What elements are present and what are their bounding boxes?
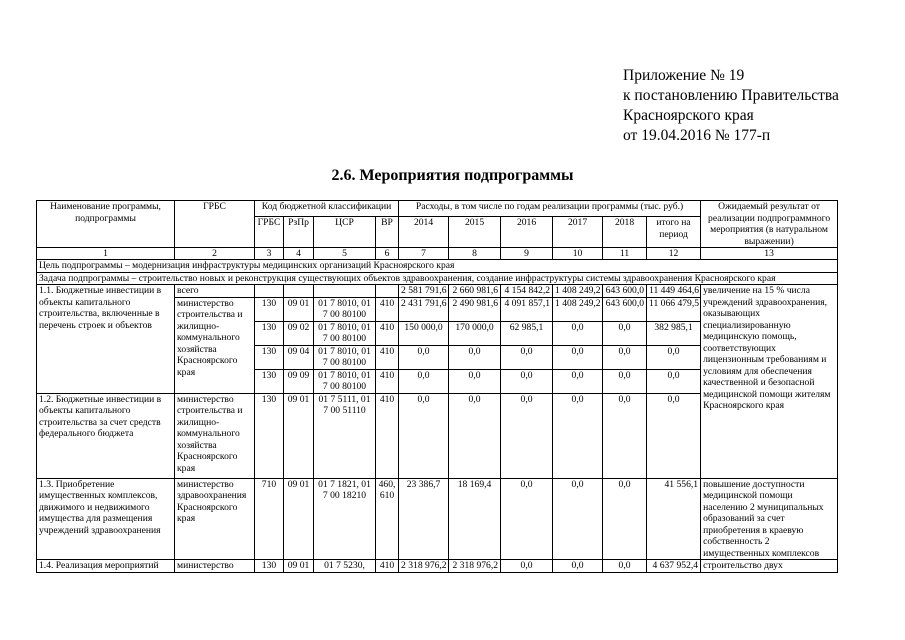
value-cell: 2 431 791,6 <box>399 297 449 321</box>
kbk-vr: 410 <box>376 560 399 573</box>
kbk-csr: 01 7 5111, 01 7 00 51110 <box>314 393 376 478</box>
value-cell: 170 000,0 <box>449 321 501 345</box>
appendix-line: Приложение № 19 <box>623 67 745 84</box>
column-index: 11 <box>603 248 647 260</box>
value-cell: 0,0 <box>603 345 647 369</box>
kbk-rzpr: 09 04 <box>284 345 314 369</box>
table-row <box>37 285 838 298</box>
measure-name: 1.1. Бюджетные инвестиции в объекты капитального строительства, включенные в перечень строек и объектов <box>37 285 175 394</box>
grbs-cell: министерство <box>175 560 255 573</box>
value-cell: 11 066 479,5 <box>647 297 701 321</box>
subheader-2015: 2015 <box>449 217 501 248</box>
subheader-grbs: ГРБС <box>255 217 284 248</box>
value-cell: 150 000,0 <box>399 321 449 345</box>
value-cell: 2 490 981,6 <box>449 297 501 321</box>
goal-row <box>37 260 838 273</box>
column-index: 6 <box>376 248 399 260</box>
appendix-line: Красноярского края <box>623 107 754 124</box>
kbk-csr: 01 7 5230, <box>314 560 376 573</box>
appendix-line: к постановлению Правительства <box>623 87 839 104</box>
value-cell: 0,0 <box>647 345 701 369</box>
grbs-cell: всего <box>175 285 255 298</box>
kbk-grbs: 130 <box>255 297 284 321</box>
page-title: 2.6. Мероприятия подпрограммы <box>331 167 574 184</box>
value-cell: 643 600,0 <box>603 297 647 321</box>
value-cell: 0,0 <box>553 560 603 573</box>
kbk-csr: 01 7 8010, 01 7 00 80100 <box>314 321 376 345</box>
kbk-grbs: 130 <box>255 393 284 478</box>
value-cell: 4 154 842,2 <box>501 285 553 298</box>
column-index: 1 <box>37 248 175 260</box>
task-row <box>37 272 838 285</box>
measure-name: 1.4. Реализация мероприятий <box>37 560 175 573</box>
kbk-csr: 01 7 8010, 01 7 00 80100 <box>314 297 376 321</box>
appendix-block <box>623 66 839 146</box>
value-cell: 0,0 <box>501 369 553 393</box>
grbs-cell: министерство строительства и жилищно-коммунального хозяйства Красноярского края <box>175 393 255 478</box>
subheader-2016: 2016 <box>501 217 553 248</box>
value-cell: 0,0 <box>501 393 553 478</box>
kbk-grbs: 130 <box>255 321 284 345</box>
value-cell: 0,0 <box>501 478 553 560</box>
value-cell: 0,0 <box>603 478 647 560</box>
value-cell: 1 408 249,2 <box>553 285 603 298</box>
kbk-grbs: 130 <box>255 369 284 393</box>
column-index: 12 <box>647 248 701 260</box>
header-grbs: ГРБС <box>175 201 255 248</box>
table-row <box>37 560 838 573</box>
value-cell: 643 600,0 <box>603 285 647 298</box>
value-cell: 62 985,1 <box>501 321 553 345</box>
kbk-vr: 410 <box>376 393 399 478</box>
header-expenses: Расходы, в том числе по годам реализации программы (тыс. руб.) <box>399 201 701 217</box>
grbs-cell: министерство строительства и жилищно-коммунального хозяйства Красноярского края <box>175 297 255 393</box>
value-cell: 0,0 <box>399 369 449 393</box>
expected-result: увеличение на 15 % числа учреждений здравоохранения, оказывающих специализированную медицинскую помощь, соответствующих лицензионным требованиям и условиям для обеспечения качественной и безопасной медицинской помощи жителям Красноярского края <box>701 285 838 479</box>
value-cell: 2 318 976,2 <box>399 560 449 573</box>
kbk-rzpr: 09 01 <box>284 393 314 478</box>
kbk-vr: 410 <box>376 345 399 369</box>
kbk-rzpr: 09 09 <box>284 369 314 393</box>
value-cell: 0,0 <box>449 345 501 369</box>
column-index: 4 <box>284 248 314 260</box>
kbk-vr: 410 <box>376 297 399 321</box>
value-cell: 0,0 <box>603 369 647 393</box>
value-cell: 2 660 981,6 <box>449 285 501 298</box>
task-text: Задача подпрограммы – строительство новых и реконструкция существующих объектов здравоохранения, создание инфраструктуры системы здравоохранения Красноярского края <box>37 272 838 285</box>
kbk-csr: 01 7 8010, 01 7 00 80100 <box>314 345 376 369</box>
goal-text: Цель подпрограммы – модернизация инфраструктуры медицинских организаций Красноярского края <box>37 260 838 273</box>
header-name: Наименование программы, подпрограммы <box>37 201 175 248</box>
measures-table <box>36 200 838 573</box>
value-cell: 0,0 <box>647 369 701 393</box>
subheader-csr: ЦСР <box>314 217 376 248</box>
kbk-vr: 460, 610 <box>376 478 399 560</box>
grbs-cell: министерство здравоохранения Красноярского края <box>175 478 255 560</box>
subheader-2018: 2018 <box>603 217 647 248</box>
value-cell: 0,0 <box>647 393 701 478</box>
kbk-grbs: 130 <box>255 560 284 573</box>
value-cell: 0,0 <box>399 393 449 478</box>
subheader-total: итого на период <box>647 217 701 248</box>
value-cell: 0,0 <box>553 345 603 369</box>
value-cell: 41 556,1 <box>647 478 701 560</box>
value-cell: 0,0 <box>603 393 647 478</box>
value-cell: 4 091 857,1 <box>501 297 553 321</box>
value-cell: 0,0 <box>603 321 647 345</box>
value-cell: 1 408 249,2 <box>553 297 603 321</box>
value-cell: 382 985,1 <box>647 321 701 345</box>
column-index: 13 <box>701 248 838 260</box>
kbk-grbs: 130 <box>255 345 284 369</box>
value-cell: 4 637 952,4 <box>647 560 701 573</box>
column-index: 3 <box>255 248 284 260</box>
column-index: 9 <box>501 248 553 260</box>
header-row <box>37 201 838 217</box>
value-cell: 0,0 <box>501 345 553 369</box>
measure-name: 1.3. Приобретение имущественных комплексов, движимого и недвижимого имущества для размещения учреждений здравоохранения <box>37 478 175 560</box>
column-index-row <box>37 248 838 260</box>
kbk-csr: 01 7 8010, 01 7 00 80100 <box>314 369 376 393</box>
column-index: 2 <box>175 248 255 260</box>
column-index: 5 <box>314 248 376 260</box>
appendix-line: от 19.04.2016 № 177-п <box>623 127 771 144</box>
kbk-rzpr: 09 01 <box>284 560 314 573</box>
value-cell: 0,0 <box>449 369 501 393</box>
value-cell: 0,0 <box>399 345 449 369</box>
subheader-vr: ВР <box>376 217 399 248</box>
kbk-rzpr: 09 01 <box>284 478 314 560</box>
value-cell: 0,0 <box>449 393 501 478</box>
subheader-rzpr: РзПр <box>284 217 314 248</box>
value-cell: 0,0 <box>501 560 553 573</box>
expected-result: строительство двух <box>701 560 838 573</box>
column-index: 10 <box>553 248 603 260</box>
header-result: Ожидаемый результат от реализации подпрограммного мероприятия (в натуральном выражении) <box>701 201 838 248</box>
value-cell: 23 386,7 <box>399 478 449 560</box>
value-cell: 0,0 <box>553 321 603 345</box>
expected-result: повышение доступности медицинской помощи населению 2 муниципальных образований за счет приобретения в краевую собственность 2 имущественных комплексов <box>701 478 838 560</box>
value-cell: 2 581 791,6 <box>399 285 449 298</box>
measure-name: 1.2. Бюджетные инвестиции в объекты капитального строительства за счет средств федерального бюджета <box>37 393 175 478</box>
kbk-csr: 01 7 1821, 01 7 00 18210 <box>314 478 376 560</box>
value-cell: 0,0 <box>553 369 603 393</box>
value-cell: 18 169,4 <box>449 478 501 560</box>
value-cell: 0,0 <box>603 560 647 573</box>
header-kbk: Код бюджетной классификации <box>255 201 399 217</box>
value-cell: 11 449 464,6 <box>647 285 701 298</box>
table-row <box>37 478 838 560</box>
kbk-rzpr: 09 01 <box>284 297 314 321</box>
kbk-vr: 410 <box>376 369 399 393</box>
subheader-2017: 2017 <box>553 217 603 248</box>
value-cell: 0,0 <box>553 478 603 560</box>
value-cell: 0,0 <box>553 393 603 478</box>
subheader-2014: 2014 <box>399 217 449 248</box>
kbk-rzpr: 09 02 <box>284 321 314 345</box>
column-index: 8 <box>449 248 501 260</box>
column-index: 7 <box>399 248 449 260</box>
value-cell: 2 318 976,2 <box>449 560 501 573</box>
kbk-vr: 410 <box>376 321 399 345</box>
kbk-grbs: 710 <box>255 478 284 560</box>
